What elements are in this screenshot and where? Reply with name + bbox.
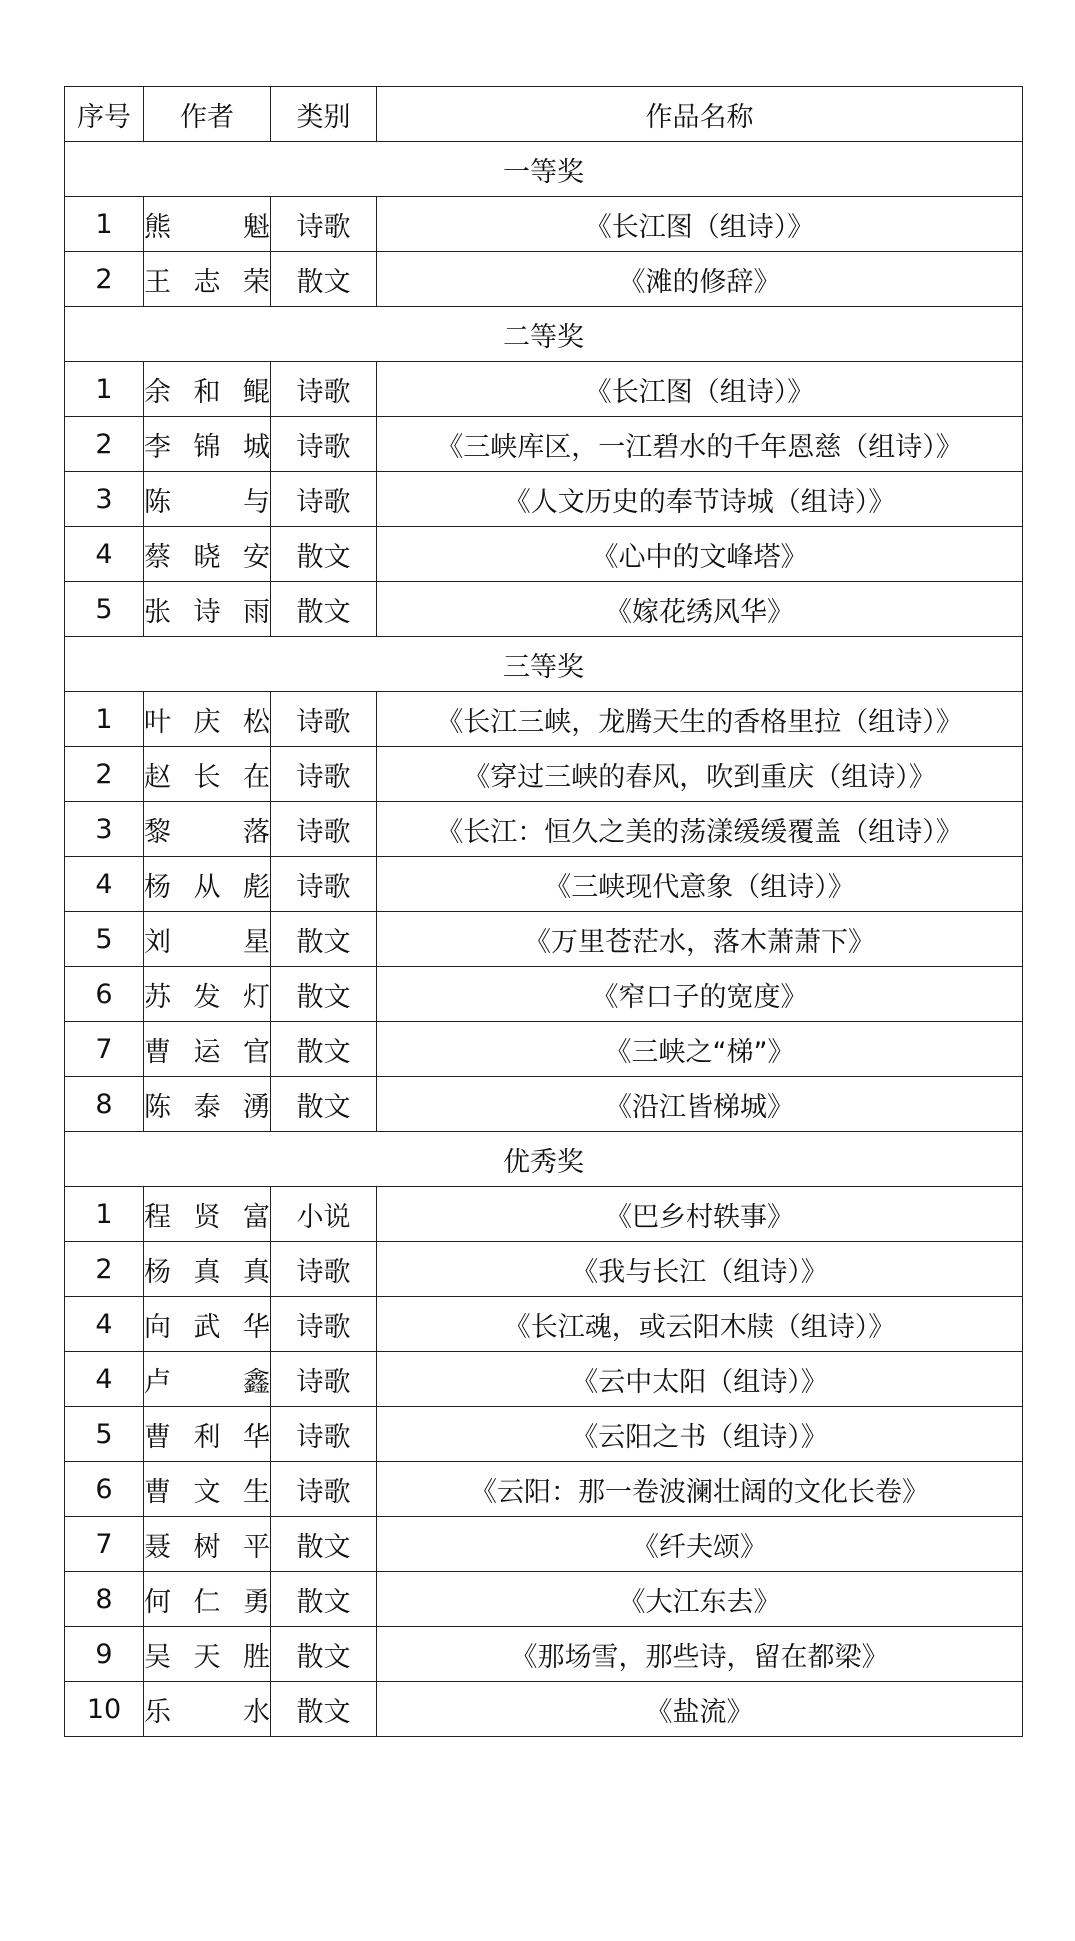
cell-type: 散文 <box>271 967 377 1022</box>
table-row <box>65 362 1023 417</box>
cell-title: 《长江图（组诗）》 <box>377 197 1023 252</box>
header-type: 类别 <box>271 87 377 142</box>
section-title: 一等奖 <box>65 142 1023 197</box>
cell-title: 《三峡之“梯”》 <box>377 1022 1023 1077</box>
cell-author: 曹利华 <box>144 1407 271 1462</box>
cell-type: 诗歌 <box>271 692 377 747</box>
cell-author: 王志荣 <box>144 252 271 307</box>
cell-no: 4 <box>65 1297 144 1352</box>
cell-author: 吴天胜 <box>144 1627 271 1682</box>
cell-type: 诗歌 <box>271 1462 377 1517</box>
section-title: 优秀奖 <box>65 1132 1023 1187</box>
cell-title: 《长江三峡，龙腾天生的香格里拉（组诗）》 <box>377 692 1023 747</box>
cell-title: 《窄口子的宽度》 <box>377 967 1023 1022</box>
cell-title: 《长江图（组诗）》 <box>377 362 1023 417</box>
section-title: 三等奖 <box>65 637 1023 692</box>
cell-no: 4 <box>65 1352 144 1407</box>
section-row <box>65 637 1023 692</box>
cell-author: 曹文生 <box>144 1462 271 1517</box>
cell-title: 《那场雪，那些诗，留在都梁》 <box>377 1627 1023 1682</box>
cell-type: 小说 <box>271 1187 377 1242</box>
cell-title: 《嫁花绣风华》 <box>377 582 1023 637</box>
cell-author: 向武华 <box>144 1297 271 1352</box>
table-header-row <box>65 87 1023 142</box>
table-row <box>65 1242 1023 1297</box>
table-row <box>65 582 1023 637</box>
cell-no: 2 <box>65 252 144 307</box>
cell-no: 3 <box>65 472 144 527</box>
cell-no: 5 <box>65 582 144 637</box>
cell-type: 散文 <box>271 1022 377 1077</box>
cell-no: 8 <box>65 1077 144 1132</box>
cell-author: 程贤富 <box>144 1187 271 1242</box>
cell-title: 《滩的修辞》 <box>377 252 1023 307</box>
table-row <box>65 747 1023 802</box>
cell-no: 8 <box>65 1572 144 1627</box>
table-row <box>65 692 1023 747</box>
cell-author: 叶庆松 <box>144 692 271 747</box>
cell-no: 1 <box>65 1187 144 1242</box>
cell-type: 诗歌 <box>271 197 377 252</box>
cell-type: 诗歌 <box>271 1352 377 1407</box>
table-row <box>65 417 1023 472</box>
table-row <box>65 1022 1023 1077</box>
cell-title: 《盐流》 <box>377 1682 1023 1737</box>
cell-no: 4 <box>65 857 144 912</box>
cell-no: 7 <box>65 1022 144 1077</box>
table-row <box>65 802 1023 857</box>
cell-no: 1 <box>65 197 144 252</box>
table-row <box>65 857 1023 912</box>
cell-type: 诗歌 <box>271 857 377 912</box>
table-row <box>65 1627 1023 1682</box>
cell-type: 诗歌 <box>271 1407 377 1462</box>
table-row <box>65 1682 1023 1737</box>
cell-author: 黎 落 <box>144 802 271 857</box>
table-row <box>65 1077 1023 1132</box>
cell-type: 诗歌 <box>271 1297 377 1352</box>
table-row <box>65 1462 1023 1517</box>
table-row <box>65 912 1023 967</box>
cell-title: 《大江东去》 <box>377 1572 1023 1627</box>
cell-title: 《长江魂，或云阳木牍（组诗）》 <box>377 1297 1023 1352</box>
cell-type: 散文 <box>271 1627 377 1682</box>
cell-title: 《巴乡村轶事》 <box>377 1187 1023 1242</box>
cell-author: 乐 水 <box>144 1682 271 1737</box>
cell-author: 赵长在 <box>144 747 271 802</box>
table-row <box>65 1517 1023 1572</box>
cell-no: 10 <box>65 1682 144 1737</box>
cell-title: 《穿过三峡的春风，吹到重庆（组诗）》 <box>377 747 1023 802</box>
cell-title: 《云阳：那一卷波澜壮阔的文化长卷》 <box>377 1462 1023 1517</box>
awards-table <box>64 86 1023 1737</box>
cell-type: 散文 <box>271 912 377 967</box>
header-title: 作品名称 <box>377 87 1023 142</box>
cell-title: 《心中的文峰塔》 <box>377 527 1023 582</box>
cell-author: 何仁勇 <box>144 1572 271 1627</box>
cell-type: 诗歌 <box>271 747 377 802</box>
table-row <box>65 1572 1023 1627</box>
cell-title: 《三峡库区，一江碧水的千年恩慈（组诗）》 <box>377 417 1023 472</box>
table-row <box>65 967 1023 1022</box>
cell-author: 李锦城 <box>144 417 271 472</box>
cell-type: 散文 <box>271 1077 377 1132</box>
cell-author: 刘 星 <box>144 912 271 967</box>
cell-type: 散文 <box>271 1572 377 1627</box>
table-row <box>65 527 1023 582</box>
cell-no: 4 <box>65 527 144 582</box>
cell-no: 5 <box>65 912 144 967</box>
cell-type: 散文 <box>271 527 377 582</box>
cell-author: 杨真真 <box>144 1242 271 1297</box>
cell-type: 散文 <box>271 582 377 637</box>
cell-author: 陈 与 <box>144 472 271 527</box>
cell-author: 曹运官 <box>144 1022 271 1077</box>
cell-no: 5 <box>65 1407 144 1462</box>
cell-type: 散文 <box>271 1682 377 1737</box>
table-row <box>65 1352 1023 1407</box>
header-no: 序号 <box>65 87 144 142</box>
section-row <box>65 307 1023 362</box>
cell-no: 2 <box>65 747 144 802</box>
cell-type: 散文 <box>271 1517 377 1572</box>
cell-no: 1 <box>65 362 144 417</box>
cell-title: 《纤夫颂》 <box>377 1517 1023 1572</box>
cell-author: 余和鲲 <box>144 362 271 417</box>
cell-no: 2 <box>65 1242 144 1297</box>
cell-type: 诗歌 <box>271 362 377 417</box>
table-row <box>65 1187 1023 1242</box>
cell-type: 诗歌 <box>271 417 377 472</box>
cell-no: 7 <box>65 1517 144 1572</box>
cell-type: 诗歌 <box>271 802 377 857</box>
table-row <box>65 472 1023 527</box>
section-row <box>65 142 1023 197</box>
cell-no: 6 <box>65 967 144 1022</box>
table-row <box>65 1407 1023 1462</box>
table-row <box>65 197 1023 252</box>
cell-author: 张诗雨 <box>144 582 271 637</box>
cell-title: 《沿江皆梯城》 <box>377 1077 1023 1132</box>
cell-author: 杨从彪 <box>144 857 271 912</box>
cell-title: 《万里苍茫水，落木萧萧下》 <box>377 912 1023 967</box>
cell-title: 《长江：恒久之美的荡漾缓缓覆盖（组诗）》 <box>377 802 1023 857</box>
cell-title: 《我与长江（组诗）》 <box>377 1242 1023 1297</box>
cell-author: 聂树平 <box>144 1517 271 1572</box>
header-author: 作者 <box>144 87 271 142</box>
cell-type: 诗歌 <box>271 1242 377 1297</box>
cell-author: 陈泰湧 <box>144 1077 271 1132</box>
cell-title: 《三峡现代意象（组诗）》 <box>377 857 1023 912</box>
cell-no: 9 <box>65 1627 144 1682</box>
table-row <box>65 252 1023 307</box>
cell-no: 1 <box>65 692 144 747</box>
table-row <box>65 1297 1023 1352</box>
cell-no: 3 <box>65 802 144 857</box>
cell-title: 《云阳之书（组诗）》 <box>377 1407 1023 1462</box>
awards-body <box>65 142 1023 1737</box>
cell-author: 熊 魁 <box>144 197 271 252</box>
cell-title: 《人文历史的奉节诗城（组诗）》 <box>377 472 1023 527</box>
section-title: 二等奖 <box>65 307 1023 362</box>
cell-author: 卢 鑫 <box>144 1352 271 1407</box>
cell-type: 散文 <box>271 252 377 307</box>
cell-title: 《云中太阳（组诗）》 <box>377 1352 1023 1407</box>
section-row <box>65 1132 1023 1187</box>
cell-no: 6 <box>65 1462 144 1517</box>
cell-author: 蔡晓安 <box>144 527 271 582</box>
cell-author: 苏发灯 <box>144 967 271 1022</box>
cell-type: 诗歌 <box>271 472 377 527</box>
cell-no: 2 <box>65 417 144 472</box>
